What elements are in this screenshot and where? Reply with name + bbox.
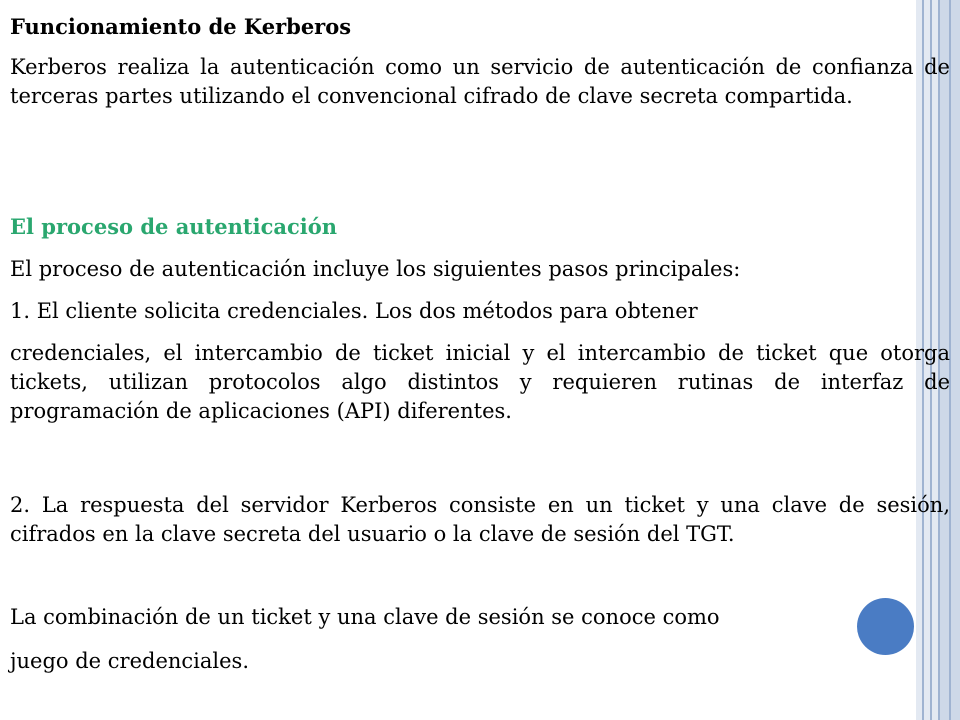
step-1-detail: credenciales, el intercambio de ticket inicial y el intercambio de ticket que otorga tickets, utilizan protocolos algo distintos y requieren rutinas de interfaz de programación de aplicaciones (API) diferentes. [10, 341, 950, 423]
slide-body [10, 0, 950, 720]
combination-line-2: juego de credenciales. [10, 649, 249, 673]
section-heading: El proceso de autenticación [10, 214, 338, 239]
decorative-circle [857, 598, 914, 655]
slide-title: Funcionamiento de Kerberos [10, 14, 352, 39]
step-2-paragraph: 2. La respuesta del servidor Kerberos consiste en un ticket y una clave de sesión, cifrados en la clave secreta del usuario o la clave de sesión del TGT. [10, 493, 950, 546]
intro-paragraph: Kerberos realiza la autenticación como un servicio de autenticación de confianza de terceras partes utilizando el convencional cifrado de clave secreta compartida. [10, 55, 950, 108]
step-1-line: 1. El cliente solicita credenciales. Los dos métodos para obtener [10, 299, 698, 323]
lead-paragraph: El proceso de autenticación incluye los siguientes pasos principales: [10, 257, 741, 281]
combination-line-1: La combinación de un ticket y una clave de sesión se conoce como [10, 605, 720, 629]
